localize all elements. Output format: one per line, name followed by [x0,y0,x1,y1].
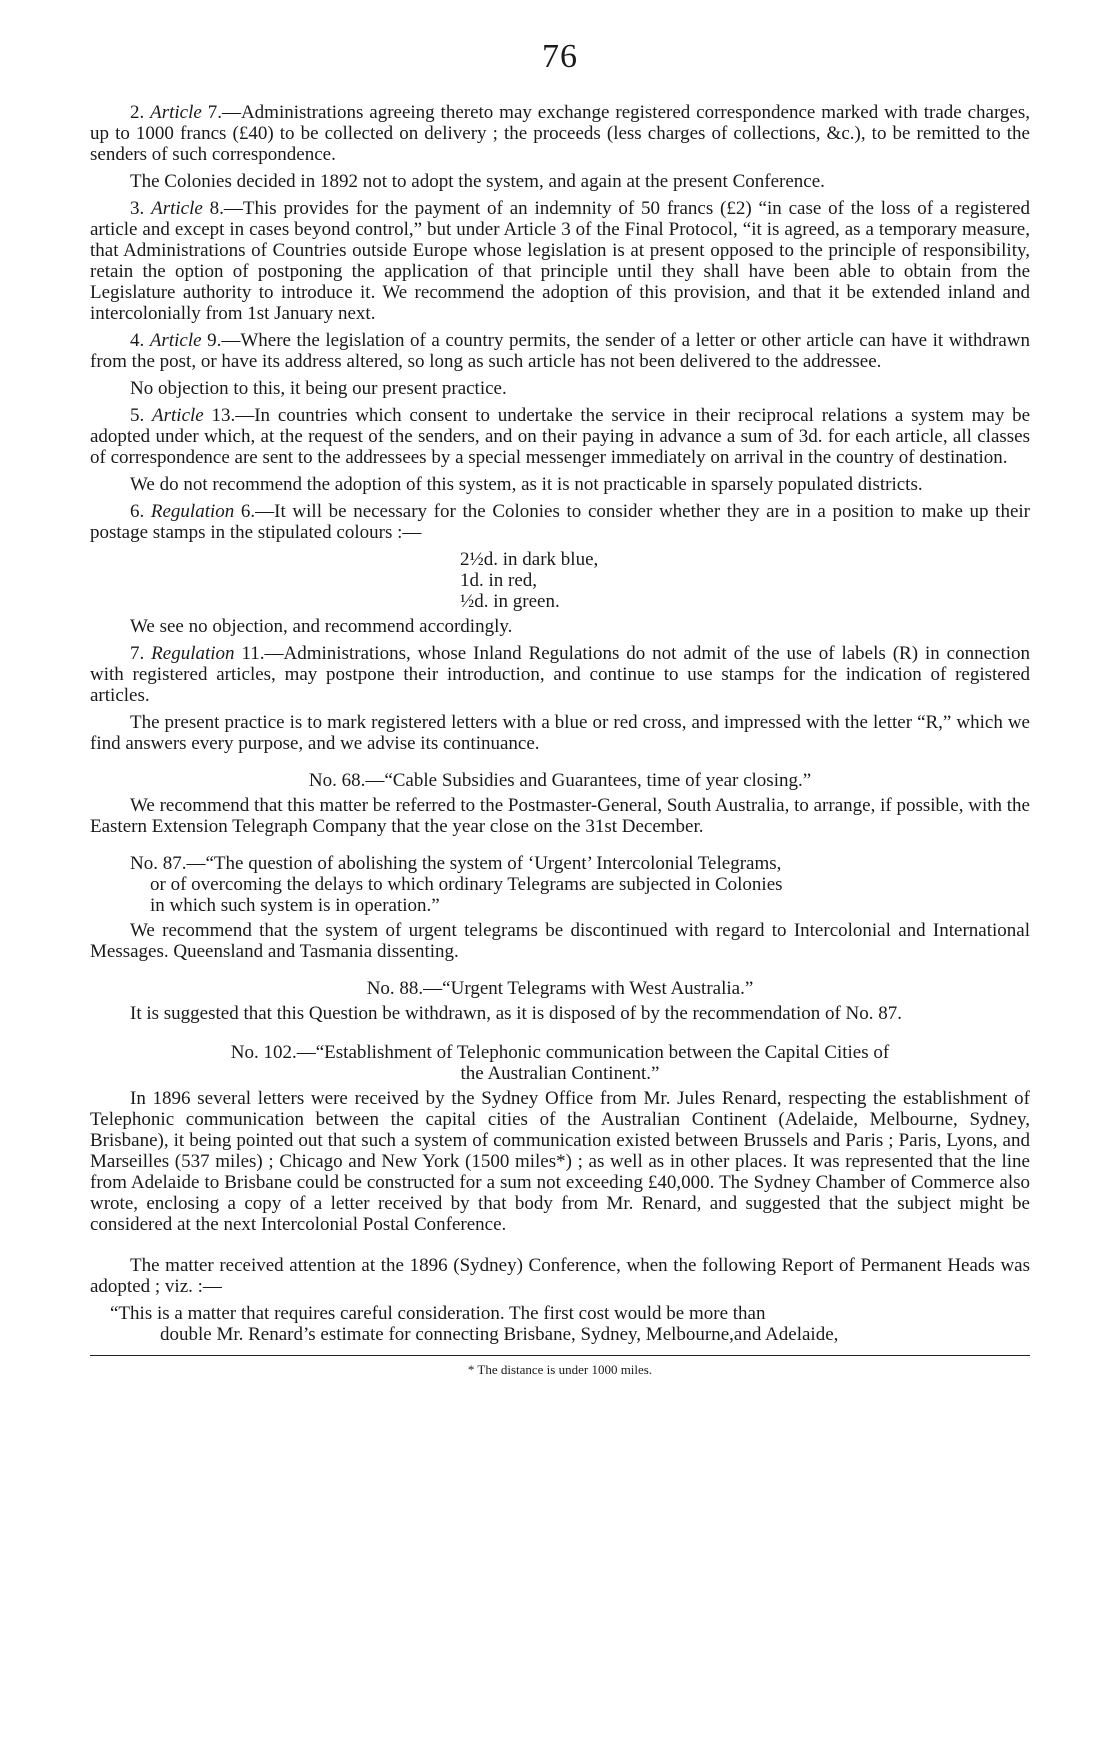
footnote-divider [90,1355,1030,1356]
stamp-item: 1d. in red, [460,570,538,591]
note-article-9: No objection to this, it being our present practice. [130,378,507,399]
section-article-9: 4. Article 9.—Where the legislation of a country permits, the sender of a letter or other article can have it withdrawn from the post, or have its address altered, so long as such article has not been delivered to the addressee. [90,330,1031,372]
stamp-item: 2½d. in dark blue, [460,549,599,570]
text-no-102-para1: In 1896 several letters were received by the Sydney Office from Mr. Jules Renard, respecting the establishment of Telephonic communication between the capital cities of the Australian Continent (Adelaide, Melbourne, Sydney, Brisbane), it being pointed out that such a system of communication existed between Brussels and Paris ; Paris, Lyons, and Marseilles (537 miles) ; Chicago and New York (1500 miles*) ; as well as in other places. It was represented that the line from Adelaide to Brisbane could be constructed for a sum not exceeding £40,000. The Sydney Chamber of Commerce also wrote, enclosing a copy of a letter received by that body from Mr. Renard, and suggested that the subject might be considered at the next Intercolonial Postal Conference. [90,1088,1030,1235]
text-no-88: It is suggested that this Question be withdrawn, as it is disposed of by the recommendation of No. 87. [130,1003,903,1024]
section-regulation-11: 7. Regulation 11.—Administrations, whose Inland Regulations do not admit of the use of labels (R) in connection with registered articles, may postpone their introduction, and continue to use stamps for the indication of registered articles. [90,643,1030,706]
heading-no-102: No. 102.—“Establishment of Telephonic communication between the Capital Cities of the Australian Continent.” [230,1042,890,1084]
paragraph-spacer [90,1241,1030,1255]
section-article-7: 2. Article 7.—Administrations agreeing thereto may exchange registered correspondence marked with trade charges, up to 1000 francs (£40) to be collected on delivery ; the proceeds (less charges of collections, &c.), to be remitted to the senders of such correspondence. [90,102,1031,165]
heading-no-68: No. 68.—“Cable Subsidies and Guarantees, time of year closing.” [308,770,812,791]
page-number: 76 [542,38,578,75]
document-body [90,102,1030,1377]
section-article-8: 3. Article 8.—This provides for the payment of an indemnity of 50 francs (£2) “in case of the loss of a registered article and except in cases beyond control,” but under Article 3 of the Final Protocol, “it is agreed, as a temporary measure, that Administrations of Countries outside Europe whose legislation is at present opposed to the principle of responsibility, retain the option of postponing the application of that principle until they shall have been able to obtain from the Legislature authority to introduce it. We recommend the adoption of this provision, and that it be extended inland and intercolonially from 1st January next. [90,198,1031,324]
footnote: * The distance is under 1000 miles. [467,1362,653,1377]
note-article-7: The Colonies decided in 1892 not to adopt the system, and again at the present Conference. [130,171,825,192]
note-article-13: We do not recommend the adoption of this system, as it is not practicable in sparsely populated districts. [130,474,923,495]
quote-report: “This is a matter that requires careful consideration. The first cost would be more than double Mr. Renard’s estimate for connecting Brisbane, Sydney, Melbourne,and Adelaide, [110,1303,839,1345]
document-page [90,0,1030,1377]
note-regulation-11: The present practice is to mark registered letters with a blue or red cross, and impressed with the letter “R,” which we find answers every purpose, and we advise its continuance. [90,712,1030,754]
text-no-87: We recommend that the system of urgent telegrams be discontinued with regard to Intercolonial and International Messages. Queensland and Tasmania dissenting. [90,920,1030,962]
stamp-item: ½d. in green. [460,591,560,612]
text-no-102-para2: The matter received attention at the 1896 (Sydney) Conference, when the following Report of Permanent Heads was adopted ; viz. :— [90,1255,1030,1297]
text-no-68: We recommend that this matter be referred to the Postmaster-General, South Australia, to arrange, if possible, with the Eastern Extension Telegraph Company that the year close on the 31st December. [90,795,1030,837]
heading-no-88: No. 88.—“Urgent Telegrams with West Australia.” [366,978,754,999]
section-regulation-6: 6. Regulation 6.—It will be necessary for the Colonies to consider whether they are in a position to make up their postage stamps in the stipulated colours :— [90,501,1030,543]
stamp-colour-list [90,549,1030,612]
section-article-13: 5. Article 13.—In countries which consent to undertake the service in their reciprocal relations a system may be adopted under which, at the request of the senders, and on their paying in advance a sum of 3d. for each article, all classes of correspondence are sent to the addressees by a special messenger immediately on arrival in the country of destination. [90,405,1031,468]
note-regulation-6: We see no objection, and recommend accordingly. [130,616,513,637]
heading-no-87: No. 87.—“The question of abolishing the system of ‘Urgent’ Intercolonial Telegrams, or of overcoming the delays to which ordinary Telegrams are subjected in Colonies in which such system is in operation.” [130,853,783,916]
